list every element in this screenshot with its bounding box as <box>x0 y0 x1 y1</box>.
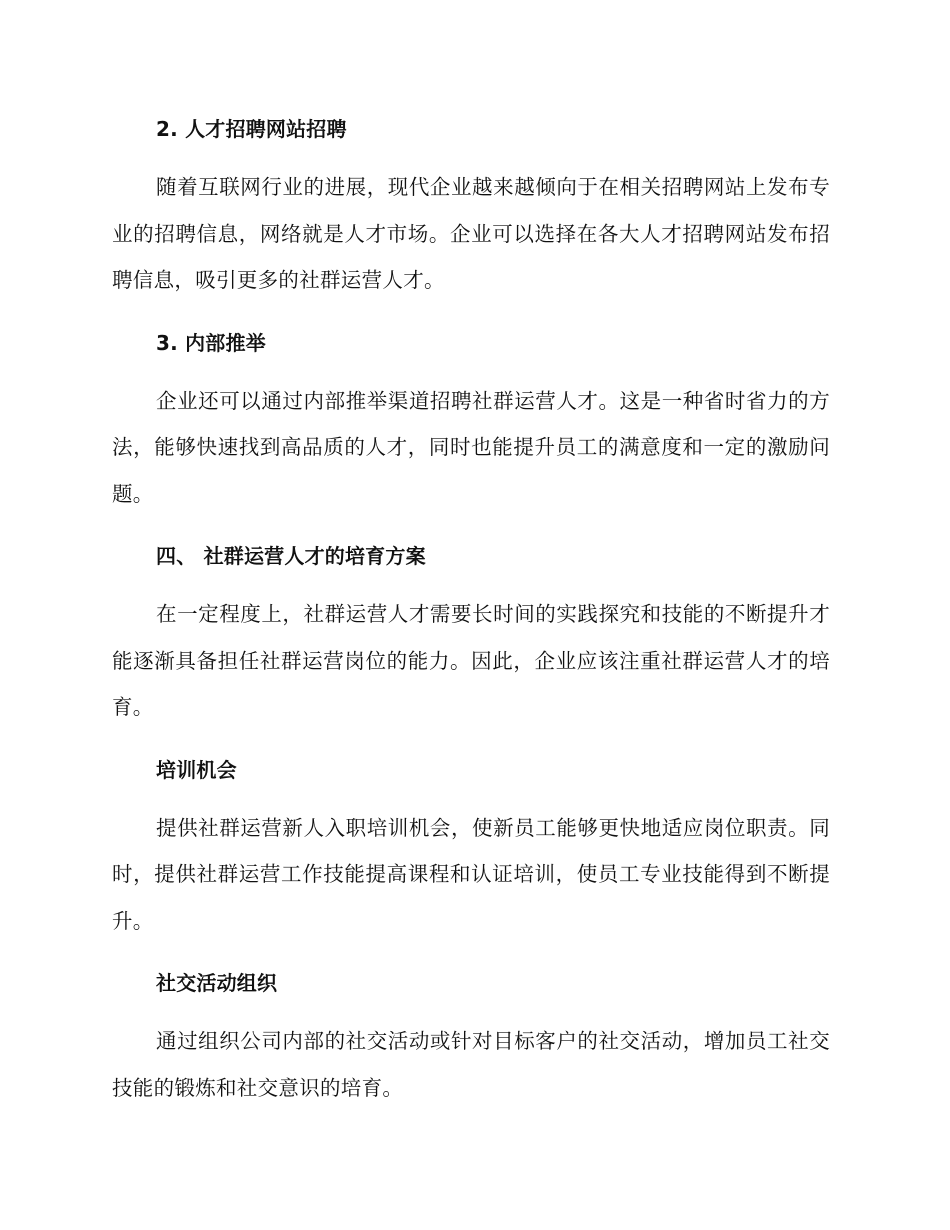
section-heading-internal-referral: 3. 内部推举 <box>156 330 266 355</box>
section-heading-training-opportunity: 培训机会 <box>156 757 237 782</box>
section-heading-recruitment-website: 2. 人才招聘网站招聘 <box>156 117 347 141</box>
section-heading-training-plan: 四、 社群运营人才的培育方案 <box>156 544 426 568</box>
section-paragraph-internal-referral: 企业还可以通过内部推举渠道招聘社群运营人才。这是一种省时省力的方法，能够快速找到高品质的人才，同时也能提升员工的满意度和一定的激励问题。 <box>112 388 830 506</box>
section-paragraph-social-activities: 通过组织公司内部的社交活动或针对目标客户的社交活动，增加员工社交技能的锻炼和社交意识的培育。 <box>112 1029 830 1100</box>
section-paragraph-recruitment-website: 随着互联网行业的进展，现代企业越来越倾向于在相关招聘网站上发布专业的招聘信息，网络就是人才市场。企业可以选择在各大人才招聘网站发布招聘信息，吸引更多的社群运营人才。 <box>112 175 830 292</box>
section-heading-social-activities: 社交活动组织 <box>156 971 278 995</box>
section-paragraph-training-opportunity: 提供社群运营新人入职培训机会，使新员工能够更快地适应岗位职责。同时，提供社群运营工作技能提高课程和认证培训，使员工专业技能得到不断提升。 <box>112 815 830 933</box>
document-body <box>112 112 830 1111</box>
section-paragraph-training-plan: 在一定程度上，社群运营人才需要长时间的实践探究和技能的不断提升才能逐渐具备担任社群运营岗位的能力。因此，企业应该注重社群运营人才的培育。 <box>112 602 830 719</box>
